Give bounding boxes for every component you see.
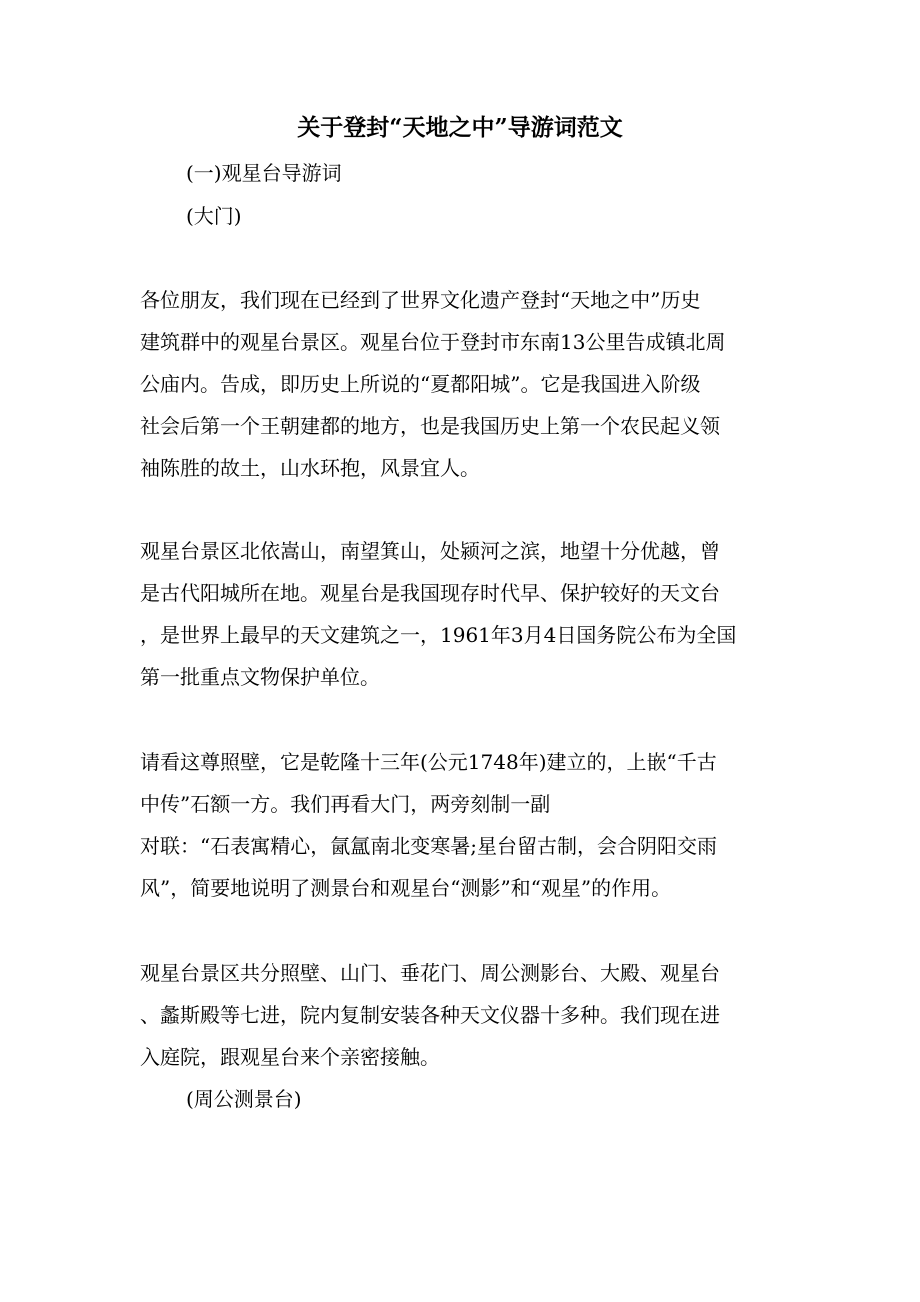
paragraph-line: 各位朋友，我们现在已经到了世界文化遗产登封“天地之中”历史 (140, 288, 701, 312)
paragraph-line: 建筑群中的观星台景区。观星台位于登封市东南13公里告成镇北周 (140, 330, 726, 354)
paragraph-line: ，是世界上最早的天文建筑之一，1961年3月4日国务院公布为全国 (140, 623, 737, 647)
document-title: 关于登封“天地之中”导游词范文 (297, 114, 623, 141)
section-heading-measuring-platform: (周公测景台) (186, 1087, 302, 1111)
paragraph-line: 第一批重点文物保护单位。 (140, 665, 380, 689)
paragraph-line: 是古代阳城所在地。观星台是我国现存时代早、保护较好的天文台 (140, 581, 720, 605)
paragraph-line: 入庭院，跟观星台来个亲密接触。 (140, 1045, 440, 1069)
paragraph-line: 风”，简要地说明了测景台和观星台“测影”和“观星”的作用。 (140, 876, 672, 900)
paragraph-line: 请看这尊照壁，它是乾隆十三年(公元1748年)建立的，上嵌“千古 (140, 750, 717, 774)
paragraph-line: 对联：“石表寓精心，氤氲南北变寒暑;星台留古制，会合阴阳交雨 (140, 834, 717, 858)
paragraph-intro (140, 279, 780, 489)
paragraph-line: 观星台景区北依嵩山，南望箕山，处颍河之滨，地望十分优越，曾 (140, 539, 720, 563)
paragraph-line: 观星台景区共分照壁、山门、垂花门、周公测影台、大殿、观星台 (140, 961, 720, 985)
paragraph-line: 中传”石额一方。我们再看大门，两旁刻制一副 (140, 792, 551, 816)
paragraph-location (140, 530, 780, 698)
paragraph-line: 袖陈胜的故土，山水环抱，风景宜人。 (140, 456, 480, 480)
paragraph-line: 社会后第一个王朝建都的地方，也是我国历史上第一个农民起义领 (140, 414, 720, 438)
paragraph-line: 公庙内。告成，即历史上所说的“夏都阳城”。它是我国进入阶级 (140, 372, 701, 396)
paragraph-line: 、蠡斯殿等七进，院内复制安装各种天文仪器十多种。我们现在进 (140, 1003, 720, 1027)
paragraph-screen-wall (140, 741, 780, 909)
section-heading-guide: (一)观星台导游词 (186, 161, 342, 185)
section-heading-gate: (大门) (186, 204, 242, 228)
paragraph-layout (140, 952, 780, 1078)
